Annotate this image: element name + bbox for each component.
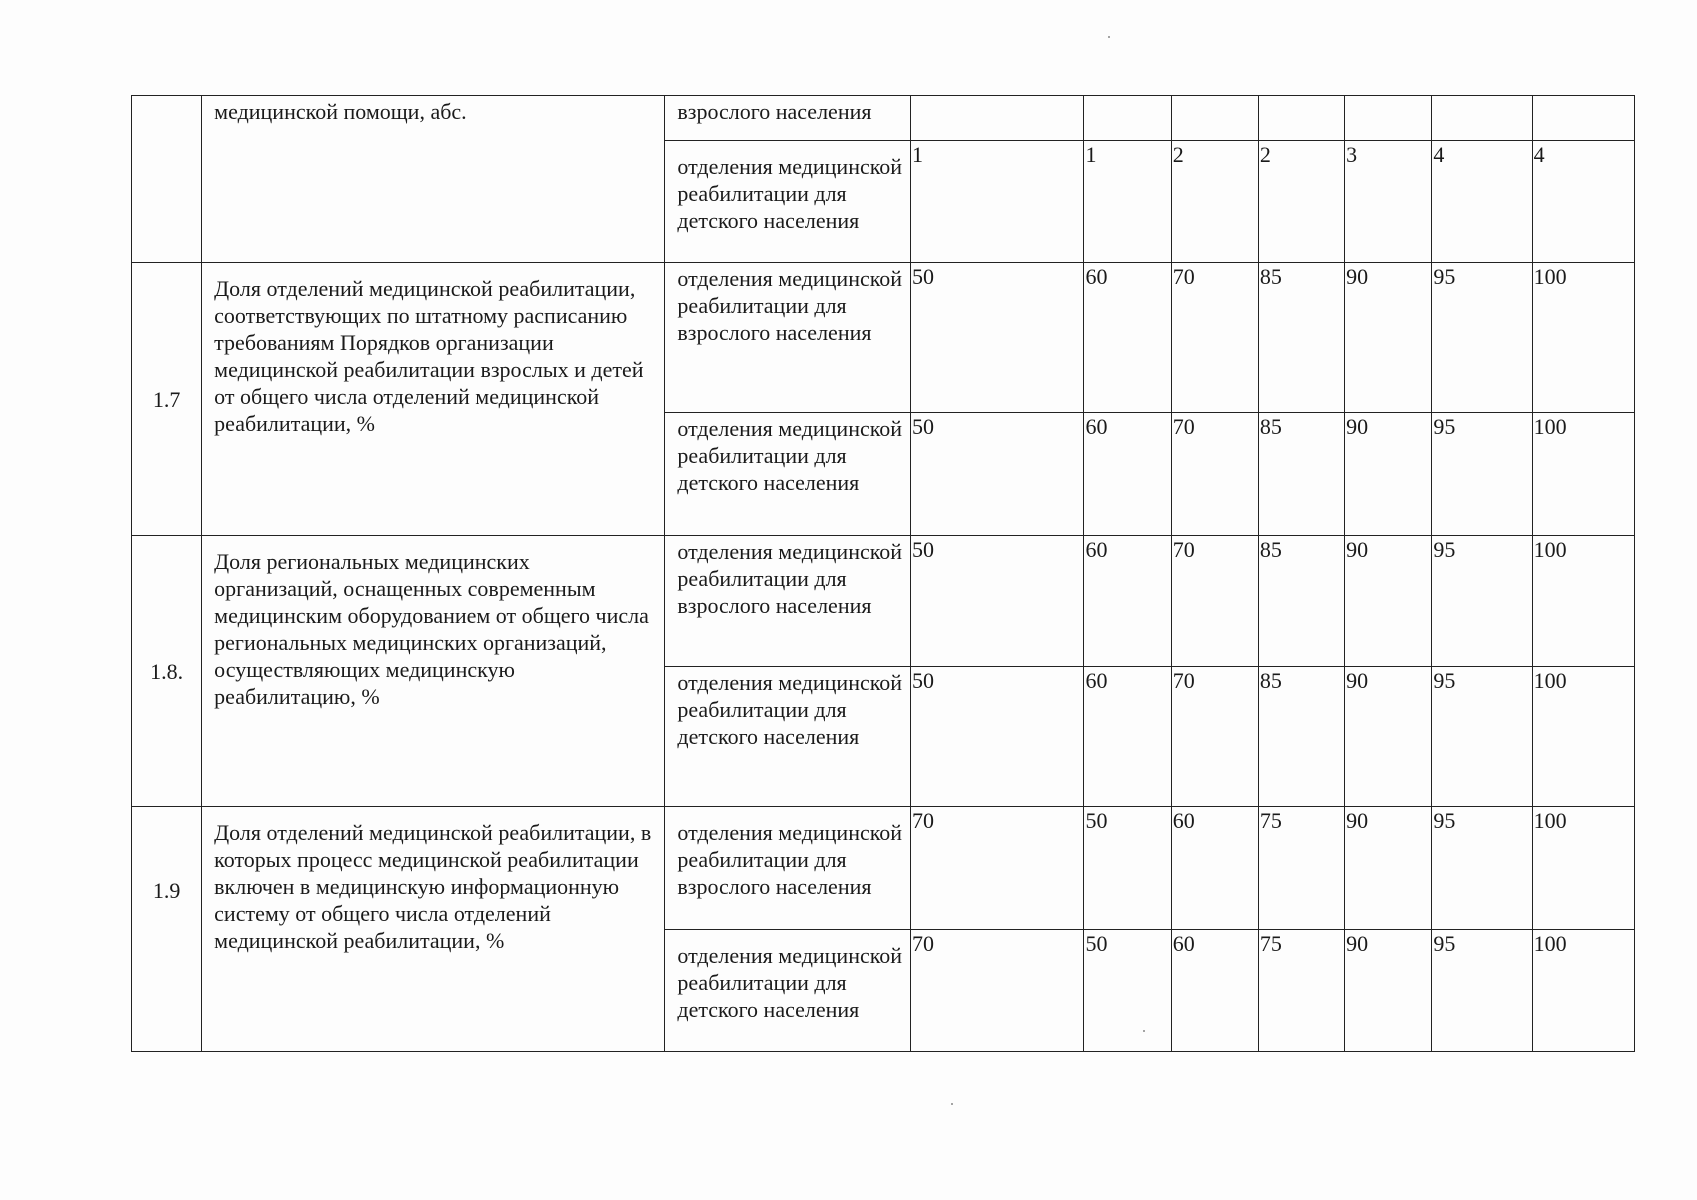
row-number-cell: 1.7: [132, 263, 202, 536]
population-type-cell: отделения медицинской реабилитации для детского населения: [665, 667, 911, 807]
value-cell: 50: [911, 536, 1084, 667]
value-cell: 60: [1084, 263, 1171, 413]
indicator-description: Доля отделений медицинской реабилитации, соответствующих по штатному расписанию требованиям Порядков организации медицинской реабилитации взрослых и детей от общего числа отделений медицинской реабилитации, %: [202, 263, 665, 536]
value-cell: 90: [1345, 263, 1432, 413]
value-cell: 95: [1432, 413, 1532, 536]
value-cell: 60: [1084, 667, 1171, 807]
value-cell: 90: [1345, 667, 1432, 807]
value-cell: 75: [1258, 930, 1344, 1052]
value-cell: 60: [1084, 413, 1171, 536]
value-cell: 70: [1171, 667, 1258, 807]
value-cell: 85: [1258, 536, 1344, 667]
value-cell: 3: [1345, 141, 1432, 263]
value-cell: 90: [1345, 413, 1432, 536]
value-cell: 50: [1084, 807, 1171, 930]
value-cell: 50: [1084, 930, 1171, 1052]
population-type-cell: отделения медицинской реабилитации для взрослого населения: [665, 263, 911, 413]
value-cell: 60: [1084, 536, 1171, 667]
indicator-description: Доля региональных медицинских организаций, оснащенных современным медицинским оборудованием от общего числа региональных медицинских организаций, осуществляющих медицинскую реабилитацию, %: [202, 536, 665, 807]
table-row: [132, 263, 1635, 413]
value-cell: 100: [1532, 536, 1634, 667]
value-cell: 100: [1532, 807, 1634, 930]
value-cell: 85: [1258, 413, 1344, 536]
value-cell: 60: [1171, 807, 1258, 930]
value-cell: 95: [1432, 667, 1532, 807]
value-cell: 90: [1345, 536, 1432, 667]
value-cell: 2: [1171, 141, 1258, 263]
value-cell: 1: [911, 141, 1084, 263]
value-cell: [1432, 96, 1532, 141]
value-cell: 60: [1171, 930, 1258, 1052]
value-cell: 100: [1532, 263, 1634, 413]
value-cell: 95: [1432, 930, 1532, 1052]
value-cell: 90: [1345, 930, 1432, 1052]
population-type-cell: отделения медицинской реабилитации для детского населения: [665, 930, 911, 1052]
population-type-cell: взрослого населения: [665, 96, 911, 141]
value-cell: 100: [1532, 667, 1634, 807]
value-cell: 85: [1258, 667, 1344, 807]
value-cell: 75: [1258, 807, 1344, 930]
value-cell: 90: [1345, 807, 1432, 930]
value-cell: 50: [911, 667, 1084, 807]
value-cell: [1171, 96, 1258, 141]
value-cell: 50: [911, 413, 1084, 536]
value-cell: [1258, 96, 1344, 141]
value-cell: 95: [1432, 536, 1532, 667]
value-cell: 100: [1532, 413, 1634, 536]
row-number-cell: 1.9: [132, 807, 202, 1052]
population-type-cell: отделения медицинской реабилитации для взрослого населения: [665, 807, 911, 930]
value-cell: 2: [1258, 141, 1344, 263]
population-type-cell: отделения медицинской реабилитации для взрослого населения: [665, 536, 911, 667]
value-cell: 70: [1171, 536, 1258, 667]
value-cell: [911, 96, 1084, 141]
value-cell: 4: [1432, 141, 1532, 263]
value-cell: 70: [1171, 413, 1258, 536]
value-cell: 70: [1171, 263, 1258, 413]
table-row: [132, 536, 1635, 667]
row-number-cell: [132, 96, 202, 263]
scan-speck: [1108, 36, 1110, 38]
indicator-description: медицинской помощи, абс.: [202, 96, 665, 263]
table-row: [132, 96, 1635, 141]
value-cell: 85: [1258, 263, 1344, 413]
indicator-description: Доля отделений медицинской реабилитации, в которых процесс медицинской реабилитации включен в медицинскую информационную систему от общего числа отделений медицинской реабилитации, %: [202, 807, 665, 1052]
table-row: [132, 807, 1635, 930]
population-type-cell: отделения медицинской реабилитации для детского населения: [665, 413, 911, 536]
value-cell: 95: [1432, 263, 1532, 413]
value-cell: 70: [911, 930, 1084, 1052]
indicators-table: [131, 95, 1635, 1052]
value-cell: [1532, 96, 1634, 141]
value-cell: 4: [1532, 141, 1634, 263]
value-cell: [1084, 96, 1171, 141]
scan-speck: [951, 1103, 953, 1105]
value-cell: 70: [911, 807, 1084, 930]
value-cell: 1: [1084, 141, 1171, 263]
row-number-cell: 1.8.: [132, 536, 202, 807]
value-cell: 50: [911, 263, 1084, 413]
value-cell: 95: [1432, 807, 1532, 930]
population-type-cell: отделения медицинской реабилитации для детского населения: [665, 141, 911, 263]
value-cell: [1345, 96, 1432, 141]
value-cell: 100: [1532, 930, 1634, 1052]
